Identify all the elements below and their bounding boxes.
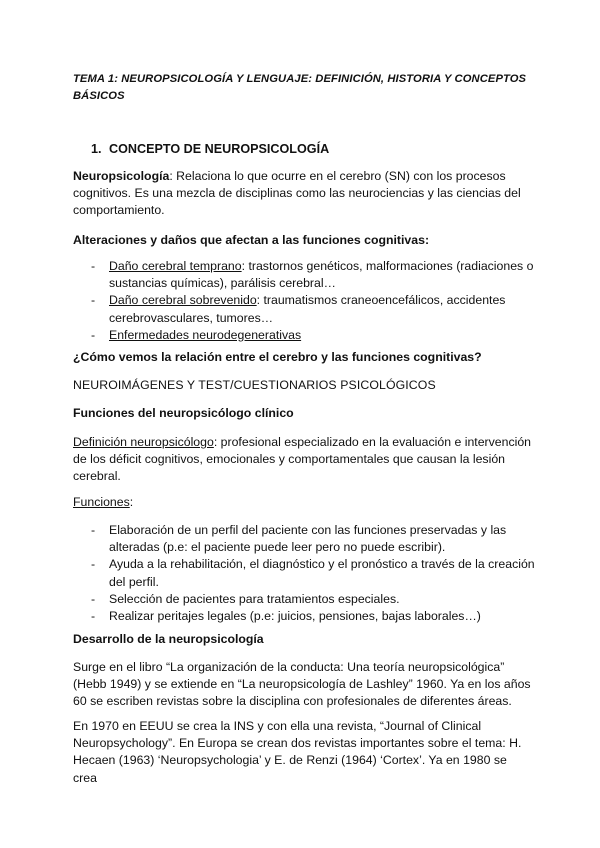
definicion-text: : profesional especializado en la evaluación e intervención de los déficit cognitivos, emocionales y comportamentales que causan la lesión cerebral. — [73, 435, 532, 484]
funciones-colon: : — [129, 495, 134, 509]
list-item-term: Daño cerebral temprano — [109, 259, 242, 273]
definition-text: : Relaciona lo que ocurre en el cerebro (SN) con los procesos cognitivos. Es una mezcla de disciplinas como las neurociencias y las ciencias del comportamiento. — [73, 169, 521, 218]
section-heading — [91, 142, 329, 156]
definition-term: Neuropsicología — [73, 169, 170, 183]
definicion-term: Definición neuropsicólogo — [73, 435, 214, 449]
alteraciones-heading: Alteraciones y daños que afectan a las funciones cognitivas: — [73, 233, 430, 247]
funciones-label — [73, 494, 533, 511]
section-number: 1. — [91, 142, 102, 156]
alteraciones-list — [91, 258, 537, 344]
list-item-term: Daño cerebral sobrevenido — [109, 293, 257, 308]
list-item: - Elaboración de un perfil del paciente con las funciones preservadas y las alteradas (p.e: el paciente puede leer pero no puede escribir). — [91, 522, 537, 556]
definicion-neuropsicologo — [73, 434, 533, 486]
list-item — [91, 292, 537, 326]
list-item-text: : trastornos genéticos, malformaciones (radiaciones o sustancias químicas), parálisis cerebral… — [109, 259, 534, 291]
funciones-label-text: Funciones — [73, 495, 130, 509]
definition-paragraph — [73, 168, 533, 220]
list-item: - Selección de pacientes para tratamientos especiales. — [91, 591, 537, 608]
list-item-term: Enfermedades neurodegenerativas — [109, 327, 302, 342]
list-item-text: : traumatismos craneoencefálicos, accidentes cerebrovasculares, tumores… — [109, 293, 506, 325]
funciones-heading: Funciones del neuropsicólogo clínico — [73, 406, 294, 420]
list-item: - Realizar peritajes legales (p.e: juicios, pensiones, bajas laborales…) — [91, 608, 537, 625]
list-item: - Ayuda a la rehabilitación, el diagnóstico y el pronóstico a través de la creación del perfil. — [91, 556, 537, 590]
list-item — [91, 327, 537, 344]
desarrollo-paragraph-2: En 1970 en EEUU se crea la INS y con ella una revista, “Journal of Clinical Neuropsychology”. En Europa se crean dos revistas importantes sobre el tema: H. Hecaen (1963) ‘Neuropsychologia’ y E. de Renzi (1964) ‘Cortex’. Ya en 1980 se crea — [73, 719, 522, 785]
section-title: CONCEPTO DE NEUROPSICOLOGÍA — [109, 142, 330, 156]
funciones-list — [91, 522, 537, 625]
list-item — [91, 258, 537, 292]
desarrollo-paragraph-1: Surge en el libro “La organización de la conducta: Una teoría neuropsicológica” (Hebb 1949) y se extiende en “La neuropsicología de Lashley” 1960. Ya en los años 60 se escriben revistas sobre la disciplina con profesionales de diferentes áreas. — [73, 660, 531, 709]
document-title: TEMA 1: NEUROPSICOLOGÍA Y LENGUAJE: DEFINICIÓN, HISTORIA Y CONCEPTOS BÁSICOS — [73, 73, 527, 102]
answer-text: NEUROIMÁGENES Y TEST/CUESTIONARIOS PSICOLÓGICOS — [73, 378, 436, 392]
question-heading: ¿Cómo vemos la relación entre el cerebro y las funciones cognitivas? — [73, 350, 482, 364]
desarrollo-heading: Desarrollo de la neuropsicología — [73, 632, 264, 646]
